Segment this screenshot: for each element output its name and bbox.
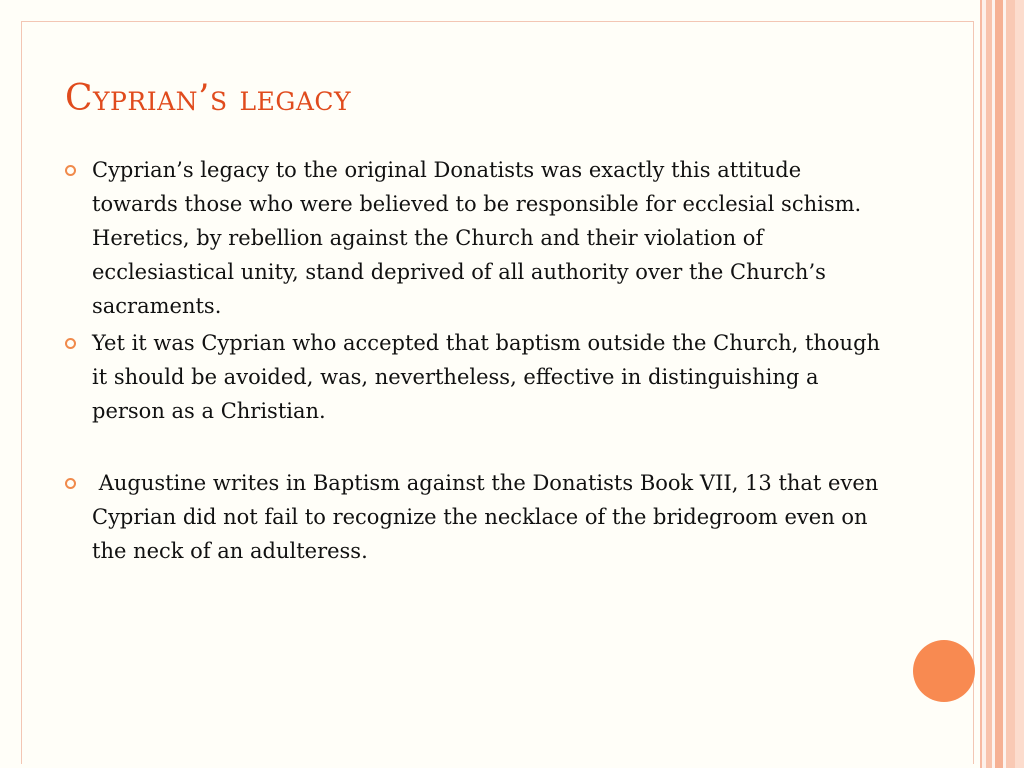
slide-title: Cyprian’s legacy <box>65 78 352 119</box>
orange-circle-decoration <box>913 640 975 702</box>
decorative-stripe <box>1006 0 1015 768</box>
decorative-stripe <box>1015 0 1024 768</box>
bullet-text: Augustine writes in Baptism against the Donatists Book VII, 13 that even Cyprian did not fail to recognize the necklace of the bridegroom even on the neck of an adulteress. <box>92 471 885 563</box>
bullet-text: Cyprian’s legacy to the original Donatists was exactly this attitude towards those who were believed to be responsible for ecclesial schism. Heretics, by rebellion against the Church and their violation of ecclesiastical unity, stand deprived of all authority over the Church’s sacraments. <box>92 158 868 318</box>
ring-bullet-icon <box>65 165 76 176</box>
ring-bullet-icon <box>65 478 76 489</box>
bullet-item <box>62 466 892 568</box>
bullet-list <box>62 153 892 571</box>
ring-bullet-icon <box>65 338 76 349</box>
decorative-stripe <box>995 0 1003 768</box>
bullet-item <box>62 326 892 428</box>
bullet-text: Yet it was Cyprian who accepted that baptism outside the Church, though it should be avoided, was, nevertheless, effective in distinguishing a person as a Christian. <box>92 331 887 423</box>
bullet-item <box>62 153 892 323</box>
